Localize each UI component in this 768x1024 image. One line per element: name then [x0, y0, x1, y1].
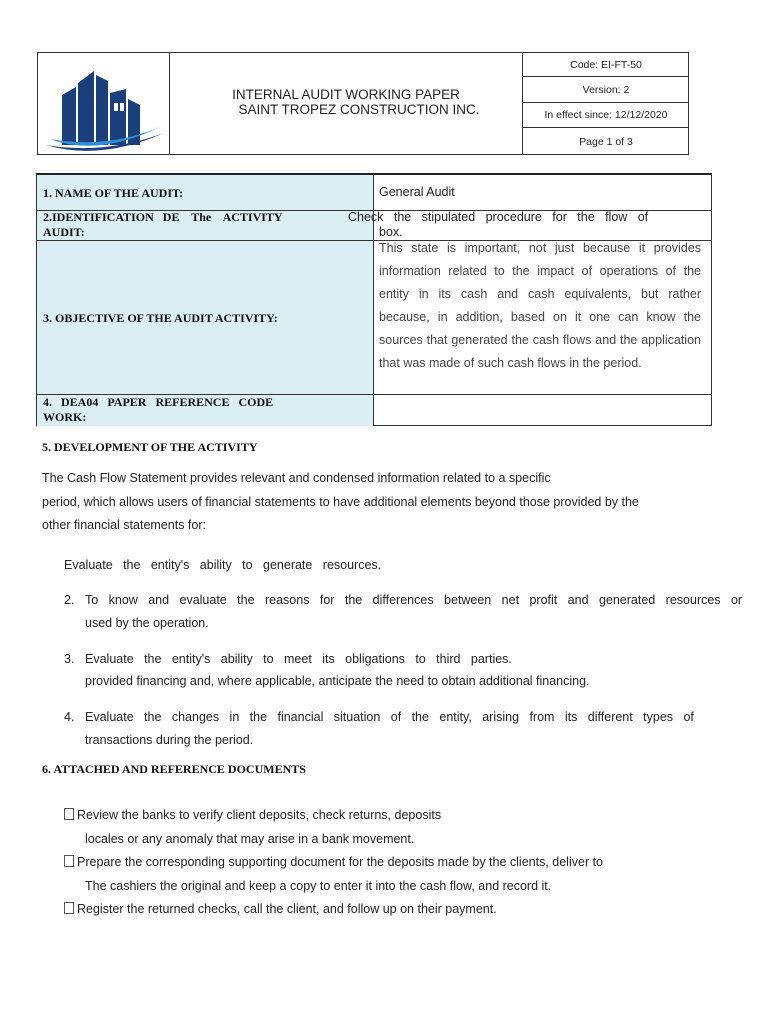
intro-line-2: period, which allows users of financial statements to have additional elements beyond those provided by the [42, 495, 639, 509]
intro-line-1: The Cash Flow Statement provides relevant and condensed information related to a specific [42, 471, 551, 485]
section-6-heading: 6. ATTACHED AND REFERENCE DOCUMENTS [42, 762, 306, 776]
title-line-2: SAINT TROPEZ CONSTRUCTION INC. [238, 102, 480, 117]
activity-id-label: 2.IDENTIFICATION DE The ACTIVITY [43, 210, 283, 224]
bullet-item-2-text: Prepare the corresponding supporting document for the deposits made by the clients, deliver to [77, 855, 604, 869]
divider [523, 76, 689, 77]
bullet-item-2-cont: The cashiers the original and keep a copy to enter it into the cash flow, and record it. [85, 879, 552, 893]
activity-id-label-cont: AUDIT: [43, 225, 85, 239]
checkbox-glyph-icon [64, 855, 74, 867]
list-item-2-number: 2. [64, 593, 75, 607]
company-logo [38, 53, 170, 154]
title-line-1: INTERNAL AUDIT WORKING PAPER [232, 87, 460, 102]
bullet-item-1 [64, 808, 441, 822]
list-item-2-cont: used by the operation. [85, 616, 209, 630]
document-header [37, 52, 689, 155]
bullet-item-1-cont: locales or any anomaly that may arise in a bank movement. [85, 832, 415, 846]
reference-code-label: 4. DEA04 PAPER REFERENCE CODE [43, 395, 274, 409]
bullet-item-3 [64, 902, 497, 916]
bullet-item-1-text: Review the banks to verify client deposits, check returns, deposits [77, 808, 442, 822]
activity-id-value-cont: box. [379, 225, 403, 239]
document-code: Code: EI-FT-50 [570, 59, 642, 71]
list-item-3: Evaluate the entity's ability to meet its obligations to third parties. [85, 652, 512, 666]
list-item-4: Evaluate the changes in the financial situation of the entity, arising from its different types of [85, 710, 694, 724]
objective-label: 3. OBJECTIVE OF THE AUDIT ACTIVITY: [43, 311, 278, 325]
document-title [170, 87, 522, 117]
audit-name-label: 1. NAME OF THE AUDIT: [43, 186, 184, 200]
list-item-3-number: 3. [64, 652, 75, 666]
page-number: Page 1 of 3 [579, 136, 633, 148]
audit-name-value: General Audit [379, 185, 455, 199]
checkbox-glyph-icon [64, 902, 74, 914]
list-item-4-number: 4. [64, 710, 75, 724]
activity-id-value: Check the stipulated procedure for the flow of [348, 210, 649, 224]
document-version: Version: 2 [582, 84, 630, 96]
reference-code-label-cont: WORK: [43, 410, 87, 424]
list-item-1: Evaluate the entity's ability to generate resources. [64, 558, 382, 572]
objective-value: This state is important, not just because it provides information related to the impact of operations of the entity in its cash and cash equivalents, but rather because, in addition, based on it one can know the sources that generated the cash flows and the application that was made of such cash flows in the period. [379, 241, 701, 370]
building-logo-icon [38, 53, 169, 154]
bullet-item-3-text: Register the returned checks, call the client, and follow up on their payment. [77, 902, 497, 916]
checkbox-glyph-icon [64, 808, 74, 820]
section-5-heading: 5. DEVELOPMENT OF THE ACTIVITY [42, 440, 258, 454]
list-item-2: To know and evaluate the reasons for the differences between net profit and generated resources or [85, 593, 743, 607]
bullet-item-2 [64, 855, 603, 869]
document-control-box [522, 53, 689, 154]
effective-date: In effect since: 12/12/2020 [544, 109, 668, 121]
list-item-3-cont: provided financing and, where applicable, anticipate the need to obtain additional financing. [85, 674, 590, 688]
intro-line-3: other financial statements for: [42, 518, 206, 532]
audit-info-table [36, 173, 712, 426]
divider [523, 127, 689, 128]
divider [523, 102, 689, 103]
list-item-4-cont: transactions during the period. [85, 733, 254, 747]
